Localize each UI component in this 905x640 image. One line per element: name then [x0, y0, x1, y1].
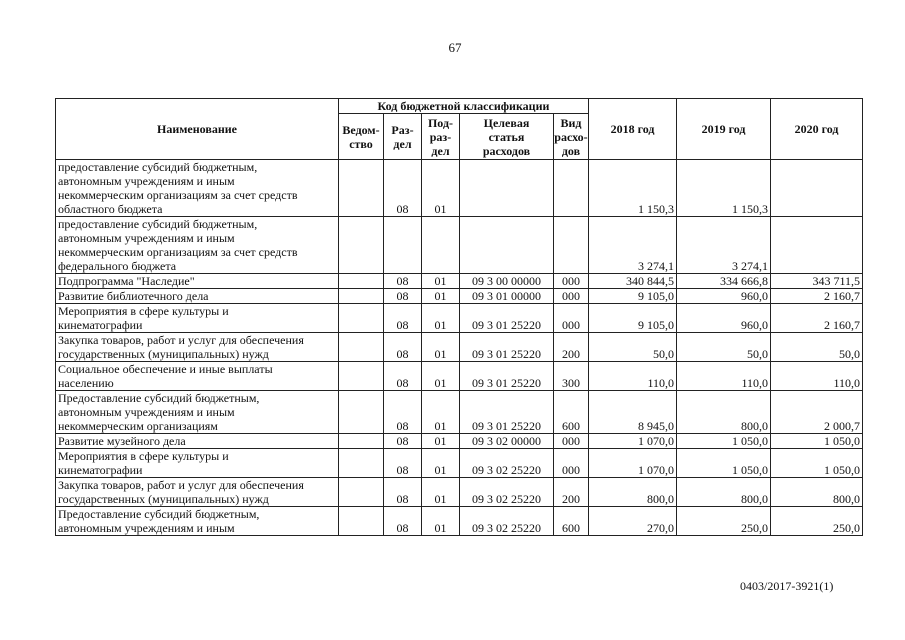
cell-target-article: 09 3 01 25220 — [460, 304, 554, 333]
table-row — [56, 507, 863, 536]
cell-podrazdel: 01 — [422, 304, 460, 333]
cell-target-article: 09 3 02 25220 — [460, 507, 554, 536]
cell-vedom — [339, 160, 384, 217]
cell-podrazdel: 01 — [422, 507, 460, 536]
table-row — [56, 333, 863, 362]
cell-expense-type — [554, 217, 589, 274]
cell-target-article: 09 3 02 00000 — [460, 434, 554, 449]
cell-vedom — [339, 434, 384, 449]
cell-razdel: 08 — [384, 362, 422, 391]
cell-expense-type: 300 — [554, 362, 589, 391]
cell-vedom — [339, 304, 384, 333]
cell-expense-type: 200 — [554, 478, 589, 507]
cell-2019: 960,0 — [677, 289, 771, 304]
cell-2018: 9 105,0 — [589, 289, 677, 304]
cell-podrazdel: 01 — [422, 333, 460, 362]
cell-target-article — [460, 217, 554, 274]
cell-razdel: 08 — [384, 391, 422, 434]
header-year-2020: 2020 год — [771, 99, 863, 160]
cell-2019: 1 050,0 — [677, 434, 771, 449]
cell-name: Развитие библиотечного дела — [56, 289, 339, 304]
cell-2020: 2 160,7 — [771, 289, 863, 304]
cell-2018: 9 105,0 — [589, 304, 677, 333]
cell-razdel: 08 — [384, 478, 422, 507]
cell-expense-type: 000 — [554, 274, 589, 289]
page-number: 67 — [448, 40, 462, 55]
header-podrazdel: Под- раз- дел — [422, 114, 460, 160]
cell-target-article: 09 3 01 00000 — [460, 289, 554, 304]
table-row — [56, 449, 863, 478]
cell-vedom — [339, 362, 384, 391]
cell-name: Мероприятия в сфере культуры и кинематографии — [56, 449, 339, 478]
header-year-2019: 2019 год — [677, 99, 771, 160]
cell-podrazdel: 01 — [422, 478, 460, 507]
cell-2018: 1 070,0 — [589, 449, 677, 478]
cell-expense-type: 600 — [554, 507, 589, 536]
table-row — [56, 478, 863, 507]
header-vedom: Ведом- ство — [339, 114, 384, 160]
cell-2018: 1 150,3 — [589, 160, 677, 217]
cell-2018: 270,0 — [589, 507, 677, 536]
cell-2020: 2 160,7 — [771, 304, 863, 333]
cell-razdel: 08 — [384, 274, 422, 289]
header-year-2018: 2018 год — [589, 99, 677, 160]
cell-2018: 8 945,0 — [589, 391, 677, 434]
header-classification-code: Код бюджетной классификации — [339, 99, 589, 114]
cell-2020 — [771, 160, 863, 217]
cell-2019: 110,0 — [677, 362, 771, 391]
cell-vedom — [339, 274, 384, 289]
cell-2019: 50,0 — [677, 333, 771, 362]
cell-expense-type: 200 — [554, 333, 589, 362]
table-row — [56, 362, 863, 391]
cell-2018: 800,0 — [589, 478, 677, 507]
cell-2020: 110,0 — [771, 362, 863, 391]
cell-razdel: 08 — [384, 333, 422, 362]
cell-2020: 1 050,0 — [771, 434, 863, 449]
cell-2019: 1 150,3 — [677, 160, 771, 217]
cell-vedom — [339, 289, 384, 304]
table-row — [56, 160, 863, 217]
cell-2018: 50,0 — [589, 333, 677, 362]
cell-razdel: 08 — [384, 507, 422, 536]
table-row — [56, 289, 863, 304]
cell-name: Социальное обеспечение и иные выплаты населению — [56, 362, 339, 391]
cell-2019: 3 274,1 — [677, 217, 771, 274]
cell-name: Предоставление субсидий бюджетным, автономным учреждениям и иным — [56, 507, 339, 536]
cell-podrazdel — [422, 217, 460, 274]
cell-podrazdel: 01 — [422, 160, 460, 217]
cell-name: Закупка товаров, работ и услуг для обеспечения государственных (муниципальных) нужд — [56, 478, 339, 507]
cell-2019: 800,0 — [677, 391, 771, 434]
cell-name: предоставление субсидий бюджетным, автономным учреждениям и иным некоммерческим организациям за счет средств областного бюджета — [56, 160, 339, 217]
table-row — [56, 304, 863, 333]
cell-razdel — [384, 217, 422, 274]
cell-podrazdel: 01 — [422, 434, 460, 449]
document-code: 0403/2017-3921(1) — [740, 579, 834, 593]
cell-name: предоставление субсидий бюджетным, автономным учреждениям и иным некоммерческим организациям за счет средств федерального бюджета — [56, 217, 339, 274]
cell-podrazdel: 01 — [422, 274, 460, 289]
header-target-article: Целевая статья расходов — [460, 114, 554, 160]
cell-expense-type — [554, 160, 589, 217]
cell-podrazdel: 01 — [422, 362, 460, 391]
cell-expense-type: 000 — [554, 434, 589, 449]
cell-vedom — [339, 449, 384, 478]
cell-vedom — [339, 217, 384, 274]
cell-razdel: 08 — [384, 304, 422, 333]
cell-2019: 334 666,8 — [677, 274, 771, 289]
cell-podrazdel: 01 — [422, 289, 460, 304]
table-row — [56, 434, 863, 449]
cell-razdel: 08 — [384, 160, 422, 217]
cell-2020: 50,0 — [771, 333, 863, 362]
cell-name: Подпрограмма "Наследие" — [56, 274, 339, 289]
table-row — [56, 217, 863, 274]
cell-target-article: 09 3 01 25220 — [460, 333, 554, 362]
cell-name: Предоставление субсидий бюджетным, автономным учреждениям и иным некоммерческим организациям — [56, 391, 339, 434]
cell-expense-type: 000 — [554, 289, 589, 304]
cell-2019: 800,0 — [677, 478, 771, 507]
table-row — [56, 274, 863, 289]
cell-2019: 250,0 — [677, 507, 771, 536]
cell-vedom — [339, 333, 384, 362]
cell-target-article: 09 3 02 25220 — [460, 449, 554, 478]
cell-2020: 250,0 — [771, 507, 863, 536]
cell-vedom — [339, 507, 384, 536]
header-razdel: Раз- дел — [384, 114, 422, 160]
header-name: Наименование — [56, 99, 339, 160]
cell-2020: 1 050,0 — [771, 449, 863, 478]
cell-target-article: 09 3 01 25220 — [460, 391, 554, 434]
table-row — [56, 391, 863, 434]
cell-target-article: 09 3 02 25220 — [460, 478, 554, 507]
table-body — [56, 160, 863, 536]
cell-2018: 1 070,0 — [589, 434, 677, 449]
cell-vedom — [339, 391, 384, 434]
cell-expense-type: 600 — [554, 391, 589, 434]
cell-vedom — [339, 478, 384, 507]
cell-name: Мероприятия в сфере культуры и кинематографии — [56, 304, 339, 333]
cell-podrazdel: 01 — [422, 449, 460, 478]
cell-target-article — [460, 160, 554, 217]
cell-name: Развитие музейного дела — [56, 434, 339, 449]
cell-2018: 110,0 — [589, 362, 677, 391]
cell-razdel: 08 — [384, 434, 422, 449]
cell-2018: 3 274,1 — [589, 217, 677, 274]
budget-table — [55, 98, 863, 536]
cell-razdel: 08 — [384, 449, 422, 478]
cell-2019: 960,0 — [677, 304, 771, 333]
cell-razdel: 08 — [384, 289, 422, 304]
cell-2018: 340 844,5 — [589, 274, 677, 289]
header-expense-type: Вид расхо- дов — [554, 115, 588, 158]
cell-expense-type: 000 — [554, 449, 589, 478]
cell-2019: 1 050,0 — [677, 449, 771, 478]
cell-name: Закупка товаров, работ и услуг для обеспечения государственных (муниципальных) нужд — [56, 333, 339, 362]
cell-2020: 343 711,5 — [771, 274, 863, 289]
cell-2020: 2 000,7 — [771, 391, 863, 434]
cell-target-article: 09 3 01 25220 — [460, 362, 554, 391]
cell-2020 — [771, 217, 863, 274]
cell-podrazdel: 01 — [422, 391, 460, 434]
cell-expense-type: 000 — [554, 304, 589, 333]
cell-2020: 800,0 — [771, 478, 863, 507]
cell-target-article: 09 3 00 00000 — [460, 274, 554, 289]
